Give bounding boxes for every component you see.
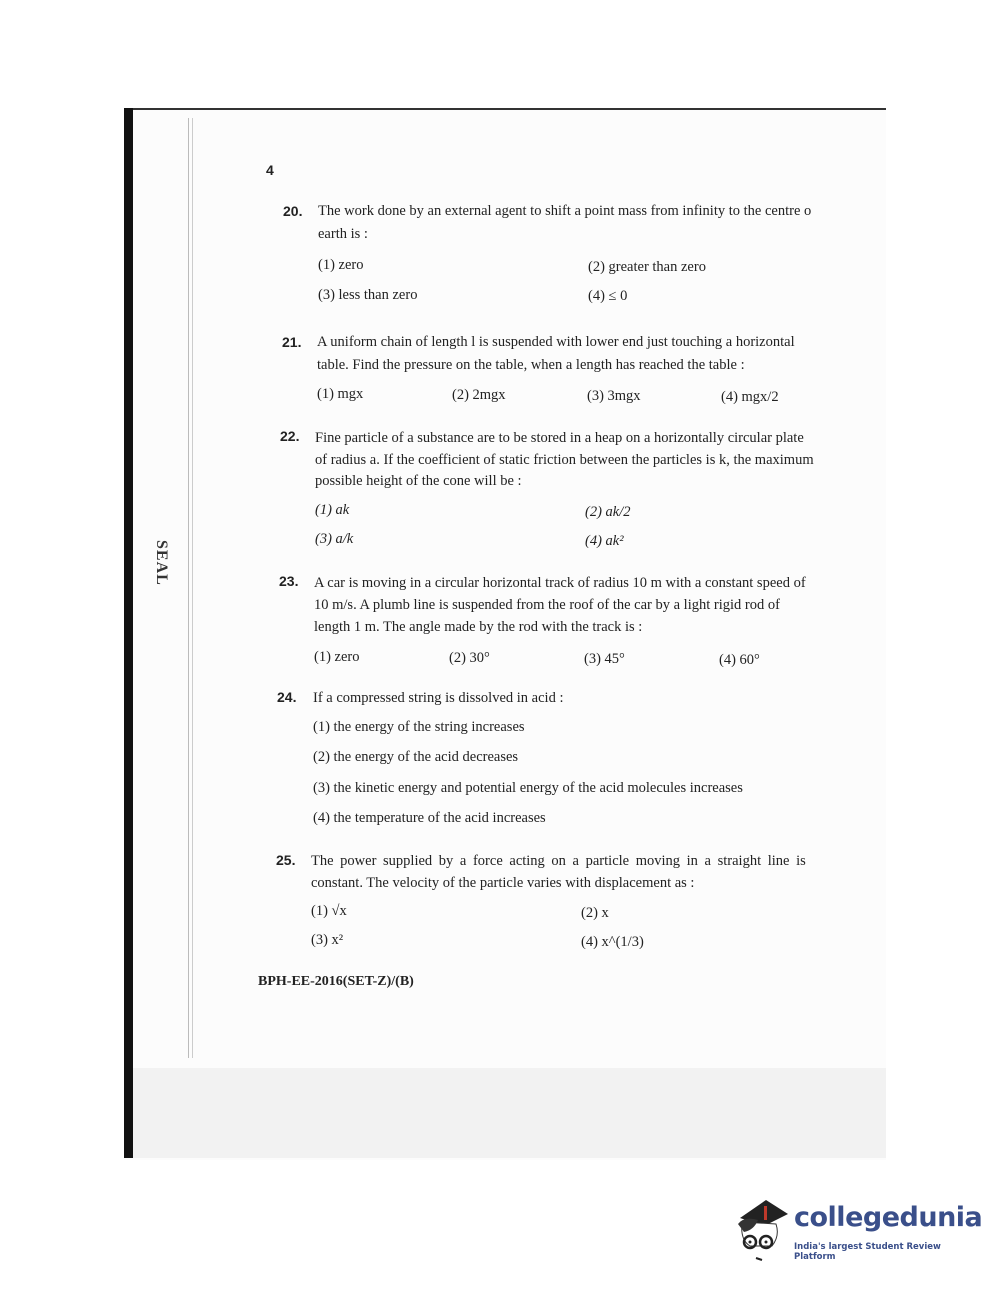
- option: (3) 3mgx: [587, 388, 641, 404]
- option: (1) zero: [318, 257, 364, 273]
- collegedunia-logo: [736, 1196, 983, 1266]
- option: (2) 30°: [449, 650, 490, 666]
- option: (1) √x: [311, 903, 347, 919]
- option: (1) zero: [314, 649, 360, 665]
- scan-bottom-margin: [124, 1068, 886, 1158]
- question-text: constant. The velocity of the particle varies with displacement as :: [311, 875, 695, 891]
- question-number: 25.: [276, 852, 296, 868]
- margin-line: [188, 118, 193, 1058]
- option: (4) 60°: [719, 652, 760, 668]
- brand-name: collegedunia: [794, 1202, 983, 1233]
- option: (3) 45°: [584, 651, 625, 667]
- question-text: Fine particle of a substance are to be stored in a heap on a horizontally circular plate: [315, 430, 804, 446]
- page-number: 4: [266, 162, 274, 178]
- question-text: A car is moving in a circular horizontal track of radius 10 m with a constant speed of: [314, 575, 806, 591]
- question-text: A uniform chain of length l is suspended with lower end just touching a horizontal: [317, 334, 795, 350]
- option: (4) the temperature of the acid increases: [313, 810, 546, 826]
- option: (1) mgx: [317, 386, 364, 402]
- option: (4) ak²: [585, 533, 624, 549]
- brand-tagline: India's largest Student Review Platform: [794, 1242, 941, 1262]
- footer-code: BPH-EE-2016(SET-Z)/(B): [258, 974, 414, 989]
- option: (4) mgx/2: [721, 389, 779, 405]
- scan-edge: [124, 108, 133, 1158]
- question-number: 20.: [283, 203, 303, 219]
- question-text: table. Find the pressure on the table, when a length has reached the table :: [317, 357, 745, 373]
- question-text: length 1 m. The angle made by the rod with the track is :: [314, 619, 643, 635]
- option: (3) less than zero: [318, 287, 418, 303]
- option: (3) x²: [311, 932, 344, 948]
- option: (1) the energy of the string increases: [313, 719, 525, 735]
- option: (4) x^(1/3): [581, 934, 644, 950]
- option: (3) a/k: [315, 531, 354, 547]
- question-number: 21.: [282, 334, 302, 350]
- option: (2) ak/2: [585, 504, 631, 520]
- question-text: of radius a. If the coefficient of static friction between the particles is k, the maximum: [315, 452, 814, 468]
- option: (1) ak: [315, 502, 350, 518]
- option: (2) x: [581, 905, 609, 921]
- question-number: 22.: [280, 428, 300, 444]
- question-number: 24.: [277, 689, 297, 705]
- question-text: If a compressed string is dissolved in acid :: [313, 690, 564, 706]
- option: (4) ≤ 0: [588, 288, 628, 304]
- question-text: earth is :: [318, 226, 368, 242]
- option: (2) greater than zero: [588, 259, 706, 275]
- option: (2) 2mgx: [452, 387, 506, 403]
- question-number: 23.: [279, 573, 299, 589]
- option: (2) the energy of the acid decreases: [313, 749, 519, 765]
- question-text: 10 m/s. A plumb line is suspended from the roof of the car by a light rigid rod of: [314, 597, 780, 613]
- option: (3) the kinetic energy and potential energy of the acid molecules increases: [313, 780, 743, 796]
- mascot-icon: [736, 1196, 792, 1262]
- seal-stamp: SEAL: [153, 540, 170, 586]
- question-text: possible height of the cone will be :: [315, 473, 522, 489]
- question-text: The work done by an external agent to shift a point mass from infinity to the centre o: [318, 203, 812, 219]
- question-text: The power supplied by a force acting on a particle moving in a straight line is: [311, 853, 806, 869]
